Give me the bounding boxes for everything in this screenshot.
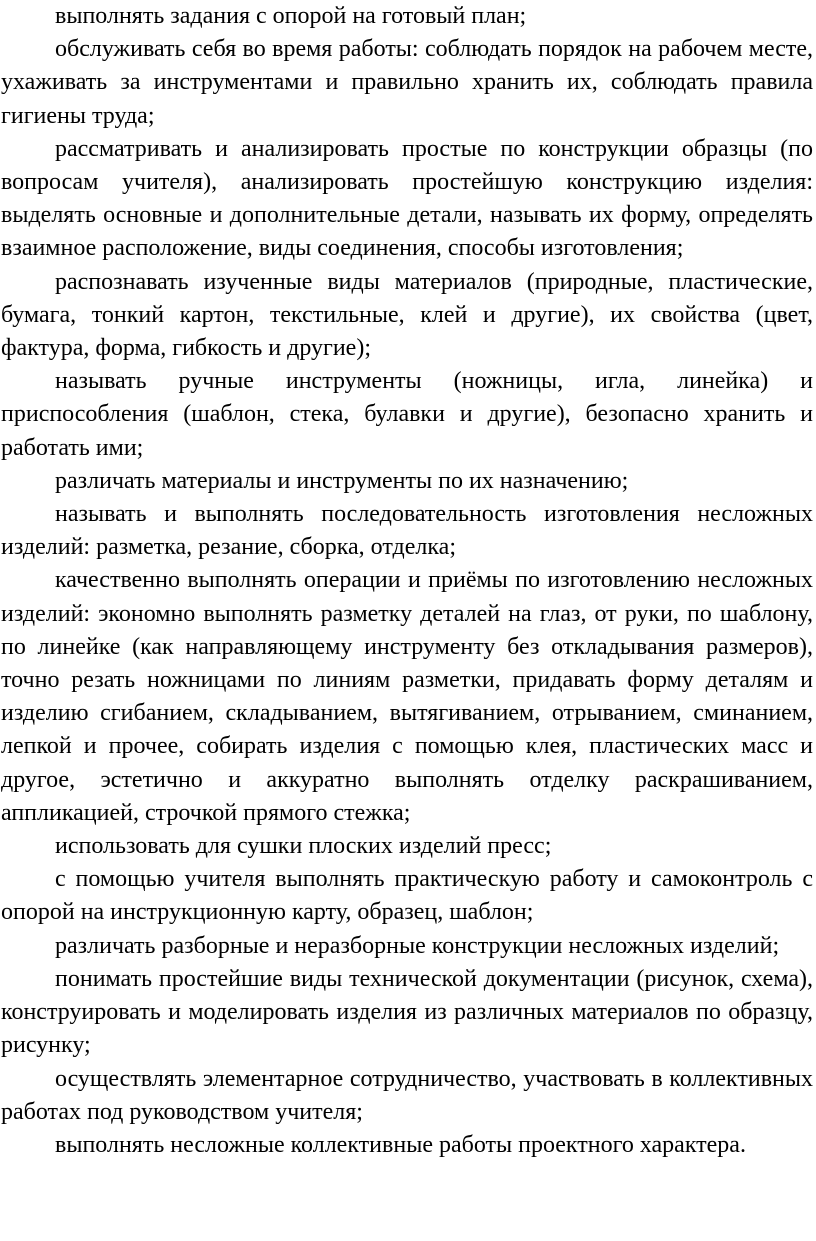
paragraph-4: распознавать изученные виды материалов (природные, пластические, бумага, тонкий картон, текстильные, клей и другие), их свойства (цвет, фактура, форма, гибкость и другие); [1,268,813,362]
paragraph-11: различать разборные и неразборные конструкции несложных изделий; [55,932,780,959]
paragraph-5: называть ручные инструменты (ножницы, игла, линейка) и приспособления (шаблон, стека, булавки и другие), безопасно хранить и работать ими; [1,368,813,461]
paragraph-10: с помощью учителя выполнять практическую работу и самоконтроль с опорой на инструкционную карту, образец, шаблон; [1,866,813,926]
paragraph-1: выполнять задания с опорой на готовый план; [55,3,527,29]
paragraph-7: называть и выполнять последовательность изготовления несложных изделий: разметка, резание, сборка, отделка; [1,501,813,561]
paragraph-8: качественно выполнять операции и приёмы по изготовлению несложных изделий: экономно выполнять разметку деталей на глаз, от руки, по шаблону, по линейке (как направляющему инструменту без откладывания размеров), точно резать ножницами по линиям разметки, придавать форму деталям и изделию сгибанием, складыванием, вытягиванием, отрыванием, сминанием, лепкой и прочее, собирать изделия с помощью клея, пластических масс и другое, эстетично и аккуратно выполнять отделку раскрашиванием, аппликацией, строчкой прямого стежка; [1,567,813,826]
paragraph-2: обслуживать себя во время работы: соблюдать порядок на рабочем месте, ухаживать за инструментами и правильно хранить их, соблюдать правила гигиены труда; [1,36,813,129]
paragraph-3: рассматривать и анализировать простые по конструкции образцы (по вопросам учителя), анализировать простейшую конструкцию изделия: выделять основные и дополнительные детали, называть их форму, определять взаимное расположение, виды соединения, способы изготовления; [1,135,813,262]
paragraph-6: различать материалы и инструменты по их назначению; [55,467,629,494]
paragraph-9: использовать для сушки плоских изделий пресс; [55,833,552,860]
paragraph-12: понимать простейшие виды технической документации (рисунок, схема), конструировать и моделировать изделия из различных материалов по образцу, рисунку; [1,965,813,1059]
paragraph-13: осуществлять элементарное сотрудничество, участвовать в коллективных работах под руководством учителя; [1,1065,813,1125]
paragraph-14: выполнять несложные коллективные работы проектного характера. [55,1131,746,1158]
